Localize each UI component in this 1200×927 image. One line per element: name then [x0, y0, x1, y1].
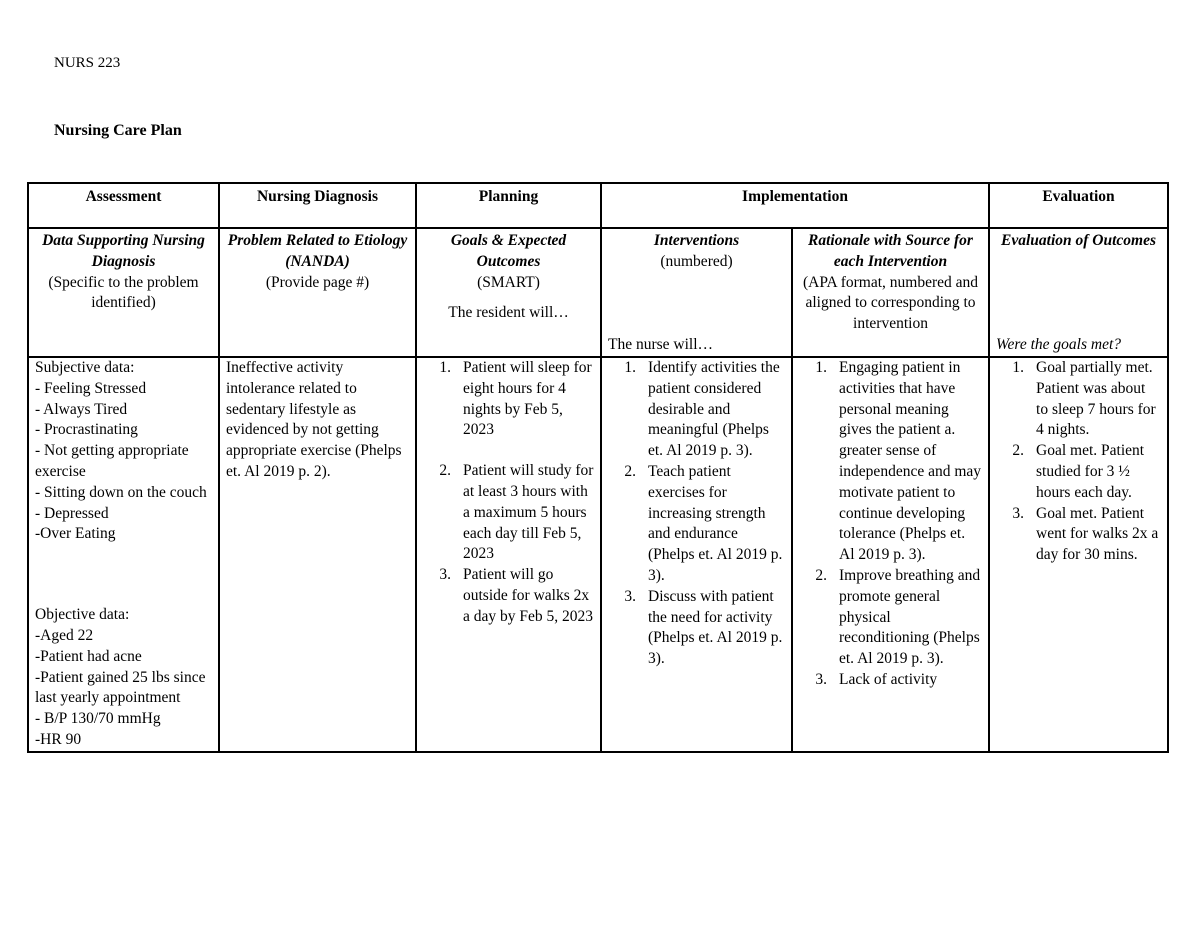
subheader-planning-title: Goals & Expected Outcomes — [450, 232, 567, 270]
subheader-rationale — [792, 228, 989, 357]
evaluation-text: Goal met. Patient studied for 3 ½ hours each day. — [1036, 442, 1145, 501]
objective-data: Objective data: -Aged 22 -Patient had acne -Patient gained 25 lbs since last yearly appointment - B/P 130/70 mmHg -HR 90 — [35, 606, 206, 748]
list-item — [996, 504, 1161, 566]
list-item — [608, 358, 785, 462]
subheader-interventions-prompt: The nurse will… — [608, 336, 714, 354]
list-item — [996, 358, 1161, 441]
list-number: 2. — [815, 566, 827, 584]
list-number: 2. — [1012, 442, 1025, 460]
subheader-evaluation-title: Evaluation of Outcomes — [1001, 232, 1157, 249]
list-item — [799, 358, 982, 566]
list-item — [799, 566, 982, 670]
list-number: 1. — [815, 359, 827, 376]
list-number: 1. — [1012, 359, 1025, 376]
subheader-rationale-note: (APA format, numbered and aligned to corresponding to intervention — [802, 273, 979, 333]
list-item — [423, 565, 594, 627]
subheader-rationale-title: Rationale with Source for each Intervention — [808, 232, 973, 270]
intervention-text: Identify activities the patient considered desirable and meaningful (Phelps et. Al 2019 p. 3). — [648, 359, 780, 460]
evaluation-cell — [989, 357, 1168, 752]
goal-text: Patient will go outside for walks 2x a day by Feb 5, 2023 — [463, 566, 594, 625]
rationale-list — [799, 358, 982, 691]
rationale-cell — [792, 357, 989, 752]
diagnosis-text: Ineffective activity intolerance related to sedentary lifestyle as evidenced by not getting appropriate exercise (Phelps et. Al 2019 p. 2). — [226, 359, 402, 480]
list-item — [996, 441, 1161, 503]
list-number: 1. — [439, 359, 451, 376]
subjective-data: Subjective data: - Feeling Stressed - Always Tired - Procrastinating - Not getting appropriate exercise - Sitting down on the couch - Depressed -Over Eating — [35, 359, 207, 543]
header-implementation: Implementation — [601, 183, 989, 228]
subheader-interventions-title: Interventions — [653, 232, 740, 249]
subheader-assessment-title: Data Supporting Nursing Diagnosis — [42, 232, 205, 270]
list-number: 3. — [1012, 504, 1025, 522]
subheader-planning-note: (SMART) — [477, 273, 540, 291]
list-number: 3. — [439, 566, 451, 584]
goal-text: Patient will sleep for eight hours for 4 nights by Feb 5, 2023 — [463, 359, 592, 439]
list-number: 1. — [624, 359, 636, 376]
intervention-text: Teach patient exercises for increasing strength and endurance (Phelps et. Al 2019 p. 3). — [648, 462, 783, 584]
list-item — [799, 670, 982, 691]
subheader-row — [28, 228, 1168, 357]
evaluation-text: Goal met. Patient went for walks 2x a day for 30 mins. — [1036, 504, 1159, 564]
list-number: 3. — [815, 670, 827, 688]
header-diagnosis: Nursing Diagnosis — [219, 183, 416, 228]
header-evaluation: Evaluation — [989, 183, 1168, 228]
evaluation-list — [996, 358, 1161, 566]
list-item — [608, 462, 785, 587]
list-item — [608, 587, 785, 670]
assessment-cell — [28, 357, 219, 752]
column-header-row — [28, 183, 1168, 228]
goal-text: Patient will study for at least 3 hours with a maximum 5 hours each day till Feb 5, 2023 — [463, 462, 594, 563]
subheader-planning — [416, 228, 601, 357]
care-plan-body-row — [28, 357, 1168, 752]
subheader-assessment — [28, 228, 219, 357]
rationale-text: Lack of activity — [839, 670, 938, 688]
interventions-cell — [601, 357, 792, 752]
evaluation-text: Goal partially met. Patient was about to sleep 7 hours for 4 nights. — [1036, 359, 1156, 439]
header-planning: Planning — [416, 183, 601, 228]
intervention-text: Discuss with patient the need for activity (Phelps et. Al 2019 p. 3). — [648, 587, 783, 668]
subheader-diagnosis — [219, 228, 416, 357]
list-number: 2. — [439, 462, 451, 480]
rationale-text: Engaging patient in activities that have personal meaning gives the patient a. greater sense of independence and may motivate patient to continue developing tolerance (Phelps et. Al 2019 p. 3). — [839, 359, 982, 564]
diagnosis-cell — [219, 357, 416, 752]
subheader-evaluation — [989, 228, 1168, 357]
rationale-text: Improve breathing and promote general physical reconditioning (Phelps et. Al 2019 p. 3). — [839, 566, 981, 668]
subheader-evaluation-prompt: Were the goals met? — [996, 336, 1121, 354]
subheader-diagnosis-title: Problem Related to Etiology (NANDA) — [227, 232, 408, 270]
subheader-interventions-note: (numbered) — [660, 252, 733, 270]
subheader-planning-prompt: The resident will… — [448, 304, 569, 322]
header-assessment: Assessment — [28, 183, 219, 228]
care-plan-table — [27, 182, 1169, 753]
list-item — [423, 358, 594, 441]
subheader-interventions — [601, 228, 792, 357]
course-code: NURS 223 — [54, 55, 121, 71]
list-number: 3. — [624, 587, 636, 605]
subheader-diagnosis-note: (Provide page #) — [265, 273, 370, 291]
list-number: 2. — [624, 462, 636, 480]
goals-list — [423, 358, 594, 628]
interventions-list — [608, 358, 785, 670]
subheader-assessment-note: (Specific to the problem identified) — [48, 273, 199, 312]
document-title: Nursing Care Plan — [54, 122, 182, 139]
goals-cell — [416, 357, 601, 752]
list-item — [423, 461, 594, 565]
